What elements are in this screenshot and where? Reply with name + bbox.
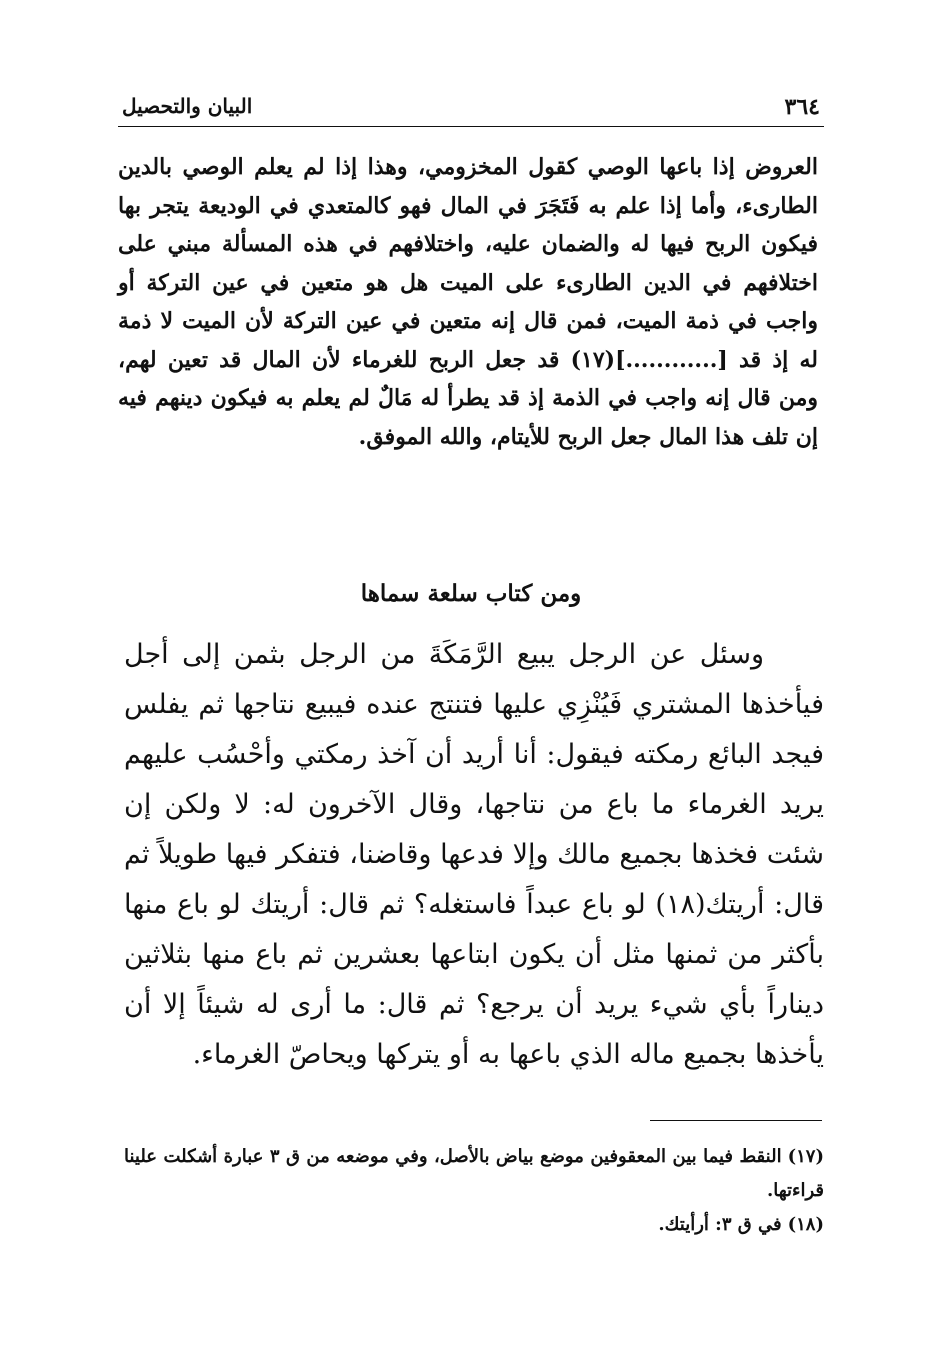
footnotes <box>124 1140 824 1242</box>
footnote-18 <box>124 1208 824 1242</box>
body-paragraph-1: العروض إذا باعها الوصي كقول المخزومي، وهذا إذا لم يعلم الوصي بالدين الطارىء، وأما إذا علم به فَتَجَرَ في المال فهو كالمتعدي في الوديعة يتجر بها فيكون الربح فيها له والضمان عليه، واختلافهم في هذه المسألة مبني على اختلافهم في الدين الطارىء على الميت هل هو متعين في عين التركة أو واجب في ذمة الميت، فمن قال إنه متعين في عين التركة لأن الميت لا ذمة له إذ قد [............](١٧) قد جعل الربح للغرماء لأن المال قد تعين لهم، ومن قال إنه واجب في الذمة إذ قد يطرأ له مَالٌ لم يعلم به فيكون دينهم فيه إن تلف هذا المال جعل الربح للأيتام، والله الموفق. <box>118 154 818 450</box>
footnote-number: (١٧) <box>787 1146 824 1167</box>
footnote-text: النقط فيما بين المعقوفين موضع بياض بالأصل، وفي موضعه من ق ٣ عبارة أشكلت علينا قراءتها. <box>124 1146 824 1201</box>
header-divider <box>118 126 824 127</box>
footnote-text: في ق ٣: أرأيتك. <box>658 1214 782 1235</box>
footnote-number: (١٨) <box>787 1214 824 1235</box>
footnote-divider <box>650 1120 822 1121</box>
footnote-17 <box>124 1140 824 1208</box>
page-header <box>118 94 824 128</box>
page-number: ٣٦٤ <box>784 94 820 120</box>
section-title: ومن كتاب سلعة سماها <box>360 580 582 607</box>
body-paragraph-2: وسئل عن الرجل يبيع الرَّمَكَةَ من الرجل بثمن إلى أجل فيأخذها المشتري فَيُنْزِي عليها فتنتج عنده فيبيع نتاجها ثم يفلس فيجد البائع رمكته فيقول: أنا أريد أن آخذ رمكتي وأحْسُب عليهم يريد الغرماء ما باع من نتاجها، وقال الآخرون له: لا ولكن إن شئت فخذها بجميع مالك وإلا فدعها وقاضنا، فتفكر فيها طويلاً ثم قال: أريتك(١٨) لو باع عبداً فاستغله؟ ثم قال: أريتك لو باع منها بأكثر من ثمنها مثل أن يكون ابتاعها بعشرين ثم باع منها بثلاثين ديناراً بأي شيء يريد أن يرجع؟ ثم قال: ما أرى له شيئاً إلا أن يأخذها بجميع ماله الذي باعها به أو يتركها ويحاصّ الغرماء. <box>124 639 825 1070</box>
book-title: البيان والتحصيل <box>122 94 253 118</box>
